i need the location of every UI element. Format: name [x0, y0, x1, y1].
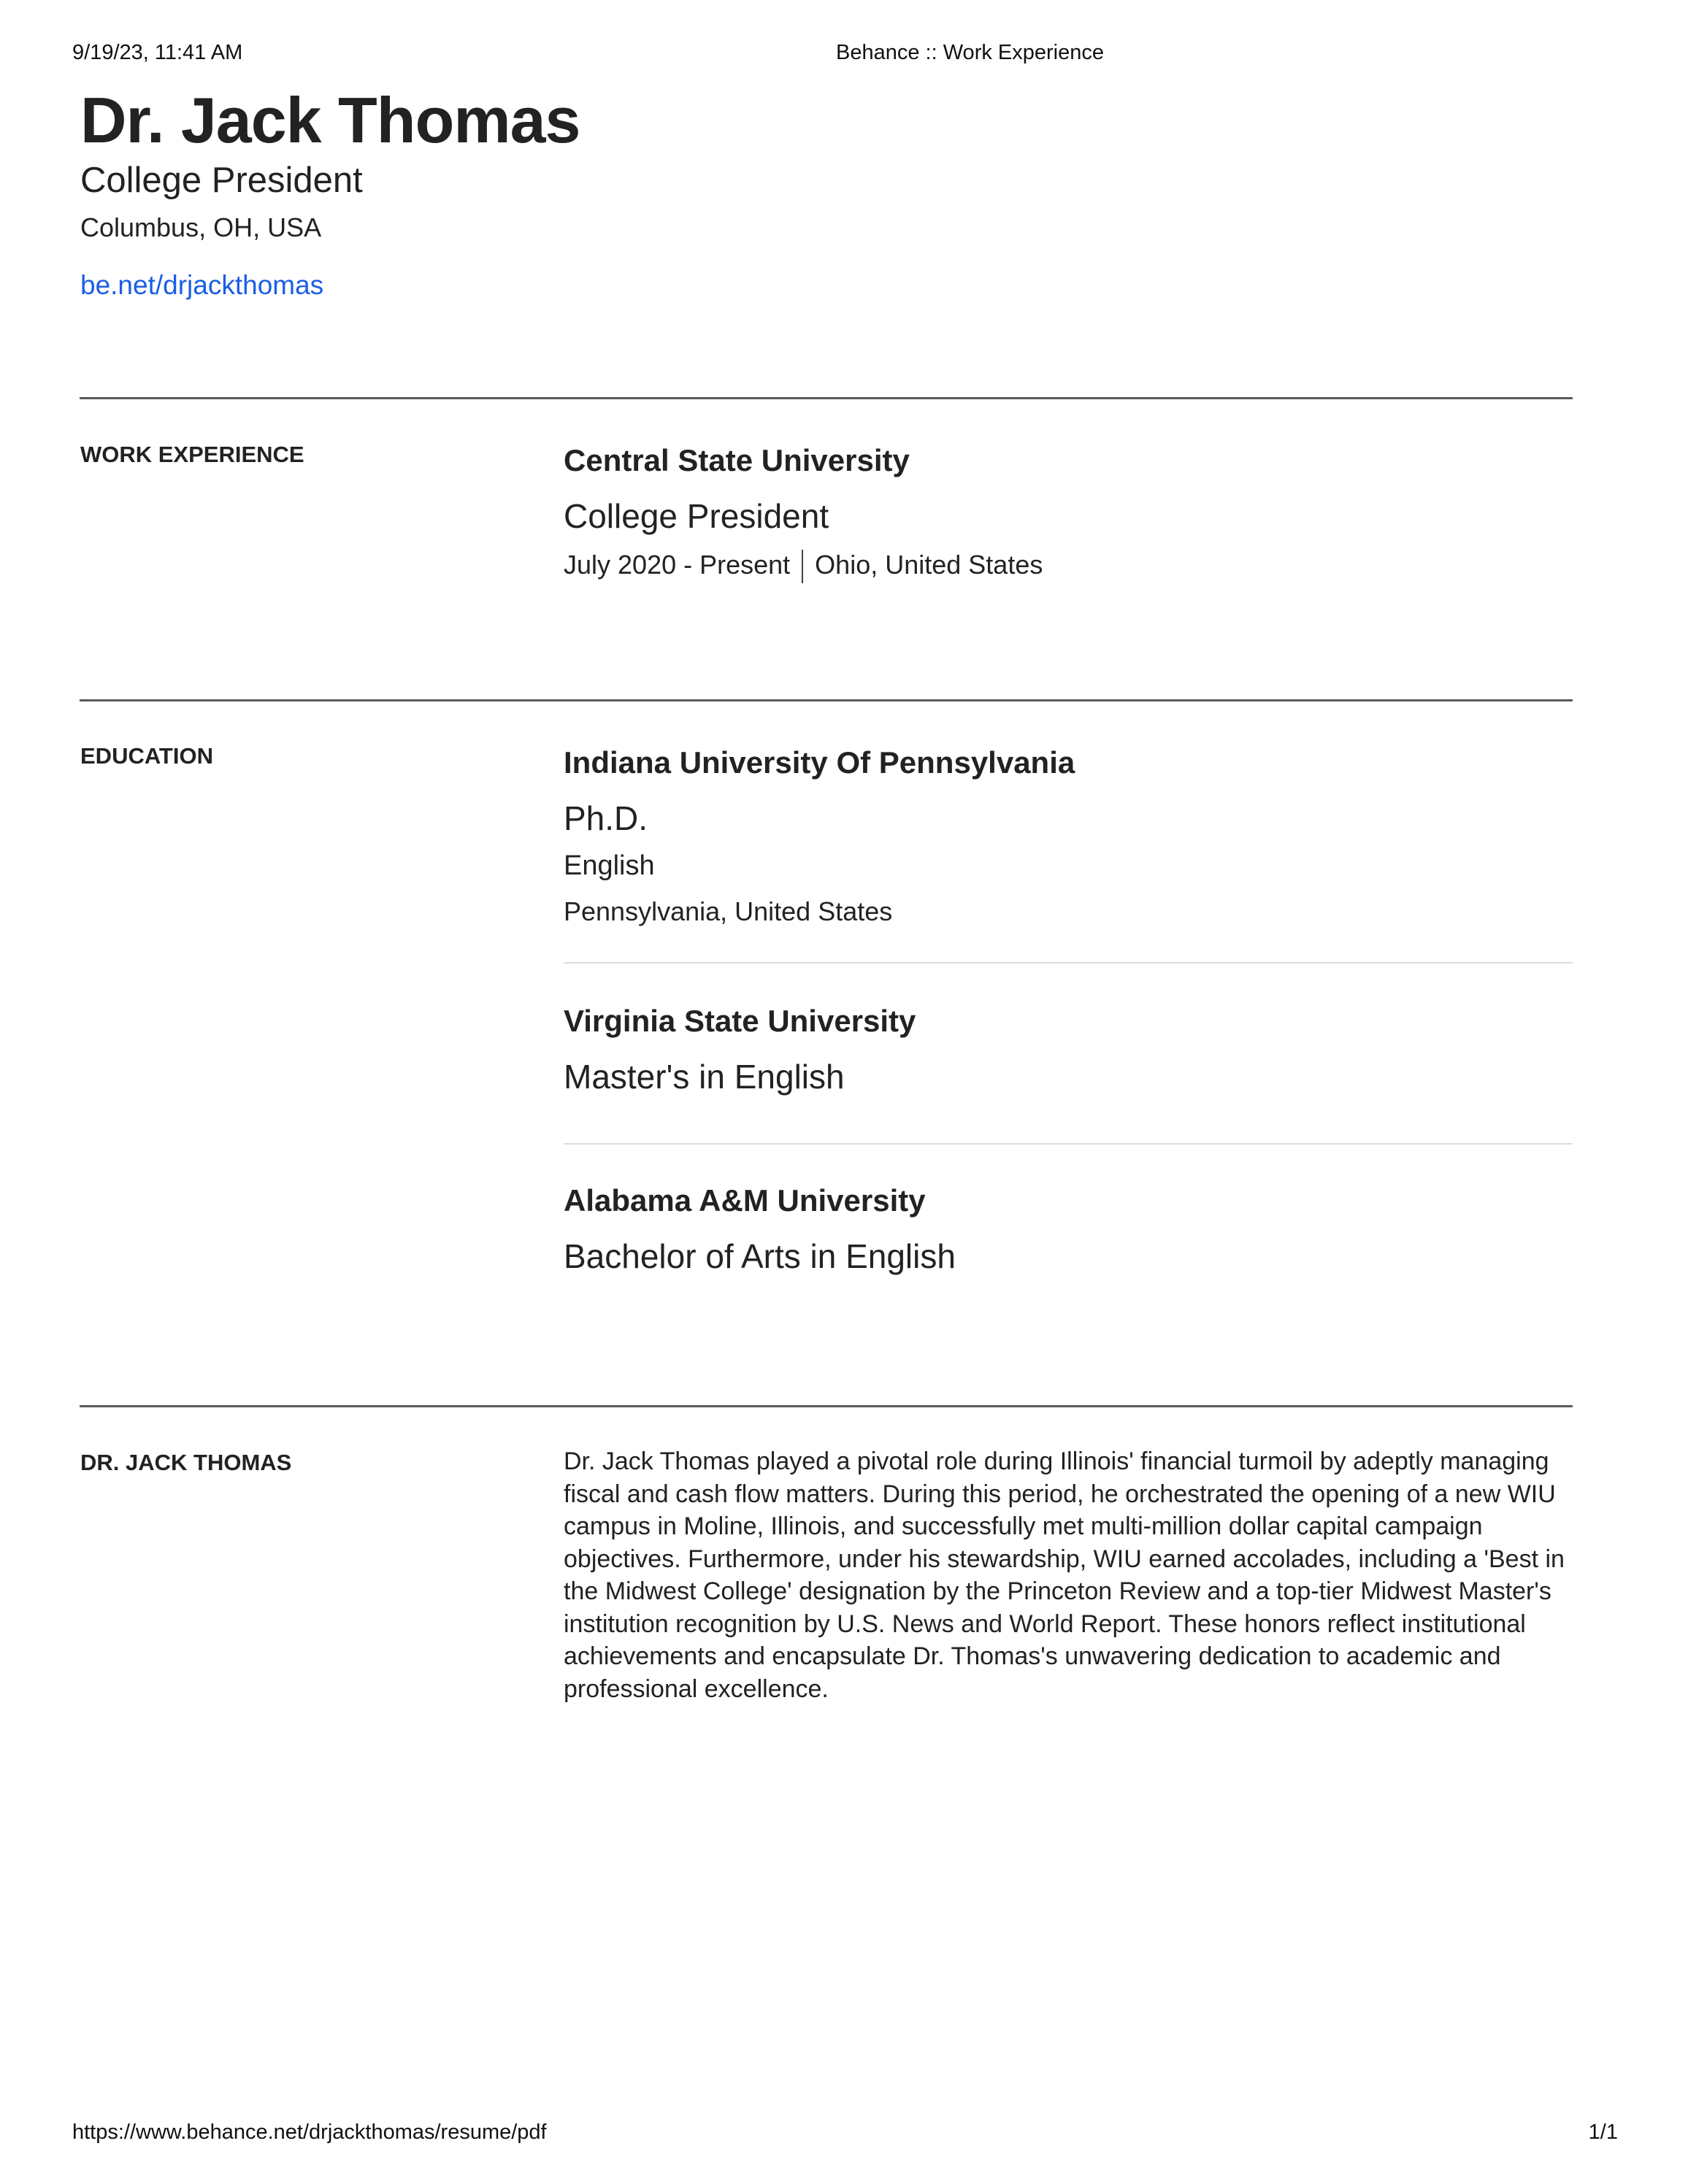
about-text: Dr. Jack Thomas played a pivotal role during Illinois' financial turmoil by adeptly managing fiscal and cash flow matters. During this period, he orchestrated the opening of a new WIU campus in Moline, Illinois, and successfully met multi-million dollar capital campaign objectives. Furthermore, under his stewardship, WIU earned accolades, including a 'Best in the Midwest College' designation by the Princeton Review and a top-tier Midwest Master's institution recognition by U.S. News and World Report. These honors reflect institutional achievements and encapsulate Dr. Thomas's unwavering dedication to academic and professional excellence.: [564, 1447, 1565, 1703]
section-divider: [80, 699, 1573, 701]
education-location: Pennsylvania, United States: [564, 896, 893, 926]
print-footer-url: https://www.behance.net/drjackthomas/resume/pdf: [72, 2120, 547, 2144]
work-role: College President: [564, 497, 829, 535]
education-field: English: [564, 850, 655, 881]
education-heading: EDUCATION: [80, 743, 213, 769]
work-location: Ohio, United States: [815, 550, 1043, 580]
profile-location: Columbus, OH, USA: [80, 212, 322, 242]
profile-title: College President: [80, 161, 363, 200]
print-page-number: 1/1: [1588, 2120, 1618, 2144]
education-school: Alabama A&M University: [564, 1183, 926, 1218]
education-school: Indiana University Of Pennsylvania: [564, 745, 1075, 780]
profile-name: Dr. Jack Thomas: [80, 84, 580, 156]
item-divider: [564, 1143, 1573, 1145]
item-divider: [564, 962, 1573, 964]
work-organization: Central State University: [564, 443, 910, 477]
print-page-title: Behance :: Work Experience: [836, 41, 1104, 64]
education-degree: Ph.D.: [564, 799, 648, 837]
work-experience-heading: WORK EXPERIENCE: [80, 442, 304, 467]
work-meta: [564, 549, 1043, 583]
meta-separator: [802, 550, 803, 583]
education-degree: Bachelor of Arts in English: [564, 1237, 956, 1275]
about-heading: DR. JACK THOMAS: [80, 1450, 292, 1475]
section-divider: [80, 1405, 1573, 1407]
section-divider: [80, 397, 1573, 399]
profile-link[interactable]: be.net/drjackthomas: [80, 270, 324, 300]
education-degree: Master's in English: [564, 1058, 845, 1096]
print-datetime: 9/19/23, 11:41 AM: [72, 41, 243, 64]
work-dates: July 2020 - Present: [564, 550, 791, 580]
education-school: Virginia State University: [564, 1004, 916, 1038]
